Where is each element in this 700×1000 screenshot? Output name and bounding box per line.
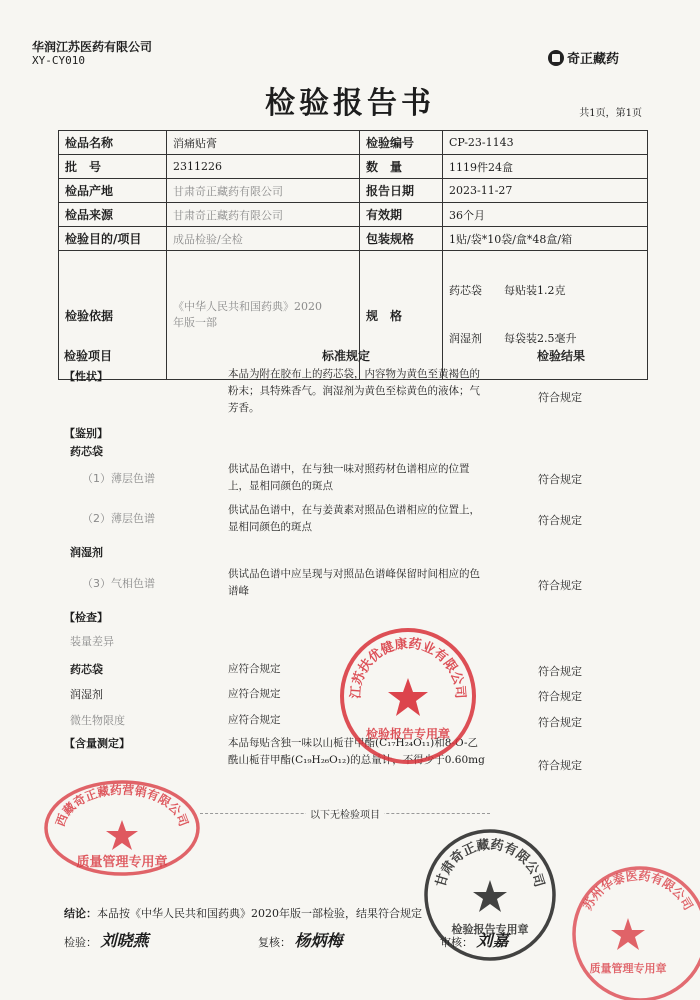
identify-1-item: （1）薄层色谱: [82, 472, 155, 485]
conclusion: [64, 905, 422, 921]
validity-value: 36个月: [443, 203, 648, 227]
check-core-label: 药芯袋: [70, 663, 103, 676]
check-sub-label: 装量差异: [70, 635, 114, 648]
identify-1-standard: 供试品色谱中，在与独一味对照药材色谱相应的位置上，显相同颜色的斑点: [228, 463, 470, 492]
page-title: 检验报告书: [265, 86, 435, 121]
svg-text:甘肃奇正藏药有限公司: 甘肃奇正藏药有限公司: [433, 837, 547, 890]
validity-label: 有效期: [360, 203, 443, 227]
section-content: 【含量测定】: [64, 737, 130, 750]
check-core-result: 符合规定: [538, 665, 582, 678]
svg-text:检验报告专用章: 检验报告专用章: [451, 923, 529, 936]
content-standard: 本品每贴含独一味以山栀苷甲酯(C₁₇H₂₄O₁₁)和8-O-乙酰山栀苷甲酯(C₁₉H₂₆O₁₂)的总量计，不得少于0.60mg: [228, 737, 485, 766]
inspector-label: 检验：: [64, 936, 97, 949]
wet-agent-label: 润湿剂: [70, 546, 103, 559]
info-row: [59, 227, 648, 251]
batch-value: 2311226: [167, 155, 360, 179]
red-quality-seal-right: [568, 862, 700, 1000]
report-date-label: 报告日期: [360, 179, 443, 203]
basis-line-2: 年版一部: [173, 316, 217, 329]
spec-line-1: 药芯袋 每贴装1.2克: [449, 284, 566, 297]
identify-1-result: 符合规定: [538, 473, 582, 486]
quantity-value: 1119件24盒: [443, 155, 648, 179]
origin-value: 甘肃奇正藏药有限公司: [167, 179, 360, 203]
source-value: 甘肃奇正藏药有限公司: [167, 203, 360, 227]
purpose-value: 成品检验/全检: [167, 227, 360, 251]
report-date-value: 2023-11-27: [443, 179, 648, 203]
brand-logo-icon: [548, 50, 564, 66]
brand-logo-text: 奇正藏药: [567, 52, 620, 67]
black-factory-seal: [420, 825, 560, 965]
basis-label: 检验依据: [59, 251, 167, 380]
info-row: [59, 131, 648, 155]
check-micro-result: 符合规定: [538, 716, 582, 729]
check-wet-standard: 应符合规定: [228, 688, 281, 700]
check-wet-label: 润湿剂: [70, 688, 103, 701]
core-bag-label: 药芯袋: [70, 445, 103, 458]
traits-standard: 本品为附在胶布上的药芯袋，内容物为黄色至黄褐色的粉末；具特殊香气。润湿剂为黄色至棕黄色的液体；气芳香。: [228, 368, 480, 414]
page-number: 共1页，第1页: [579, 108, 642, 119]
end-of-items: [200, 810, 490, 821]
report-no-value: CP-23-1143: [443, 131, 648, 155]
package-value: 1贴/袋*10袋/盒*48盒/箱: [443, 227, 648, 251]
identify-3-result: 符合规定: [538, 579, 582, 592]
quantity-label: 数 量: [360, 155, 443, 179]
svg-text:质量管理专用章: 质量管理专用章: [589, 962, 667, 975]
approver-label: 审核：: [440, 936, 473, 949]
product-name-label: 检品名称: [59, 131, 167, 155]
check-core-standard: 应符合规定: [228, 663, 281, 675]
origin-label: 检品产地: [59, 179, 167, 203]
info-row: [59, 203, 648, 227]
check-wet-result: 符合规定: [538, 690, 582, 703]
svg-text:西藏奇正藏药营销有限公司: 西藏奇正藏药营销有限公司: [53, 782, 191, 829]
identify-2-standard: 供试品色谱中，在与姜黄素对照品色谱相应的位置上，显相同颜色的斑点: [228, 504, 480, 533]
reviewer-signature: [258, 928, 343, 951]
traits-result: 符合规定: [538, 391, 582, 404]
svg-text:检验报告专用章: 检验报告专用章: [365, 727, 451, 741]
section-traits: 【性状】: [64, 370, 108, 383]
red-quality-seal-left: [42, 778, 202, 878]
package-label: 包装规格: [360, 227, 443, 251]
red-inspection-seal: [338, 626, 478, 766]
info-table: [58, 130, 648, 380]
info-row: [59, 155, 648, 179]
svg-text:江苏扶优健康药业有限公司: 江苏扶优健康药业有限公司: [348, 636, 468, 700]
column-header-item: 检验项目: [64, 349, 113, 363]
conclusion-label: 结论：: [64, 907, 97, 920]
inspector-name: 刘晓燕: [100, 931, 149, 950]
column-header-result: 检验结果: [537, 349, 586, 363]
approver-name: 刘嘉: [476, 931, 509, 950]
identify-2-item: （2）薄层色谱: [82, 512, 155, 525]
document-code: XY-CY010: [32, 54, 85, 67]
product-name-value: 消痛贴膏: [167, 131, 360, 155]
check-micro-label: 微生物限度: [70, 714, 125, 727]
source-label: 检品来源: [59, 203, 167, 227]
section-check: 【检查】: [64, 611, 108, 624]
reviewer-name: 杨炳梅: [294, 931, 343, 950]
spec-label: 规 格: [360, 251, 443, 380]
identify-3-standard: 供试品色谱中应呈现与对照品色谱峰保留时间相应的色谱峰: [228, 568, 480, 597]
company-name: 华润江苏医药有限公司: [32, 40, 153, 54]
section-identify: 【鉴别】: [64, 427, 108, 440]
purpose-label: 检验目的/项目: [59, 227, 167, 251]
brand-logo: [548, 48, 619, 67]
identify-2-result: 符合规定: [538, 514, 582, 527]
svg-text:质量管理专用章: 质量管理专用章: [76, 855, 168, 870]
end-of-items-text: 以下无检验项目: [306, 810, 384, 821]
reviewer-label: 复核：: [258, 936, 291, 949]
conclusion-text: 本品按《中华人民共和国药典》2020年版一部检验，结果符合规定: [97, 907, 422, 920]
batch-label: 批 号: [59, 155, 167, 179]
check-micro-standard: 应符合规定: [228, 714, 281, 726]
svg-text:苏州华泰医药有限公司: 苏州华泰医药有限公司: [580, 868, 696, 913]
spec-line-2: 润湿剂 每袋装2.5毫升: [449, 332, 577, 345]
content-result: 符合规定: [538, 759, 582, 772]
column-header-standard: 标准规定: [322, 349, 371, 363]
info-row: [59, 179, 648, 203]
identify-3-item: （3）气相色谱: [82, 577, 155, 590]
inspector-signature: [64, 928, 149, 951]
report-no-label: 检验编号: [360, 131, 443, 155]
basis-line-1: 《中华人民共和国药典》2020: [173, 300, 322, 313]
